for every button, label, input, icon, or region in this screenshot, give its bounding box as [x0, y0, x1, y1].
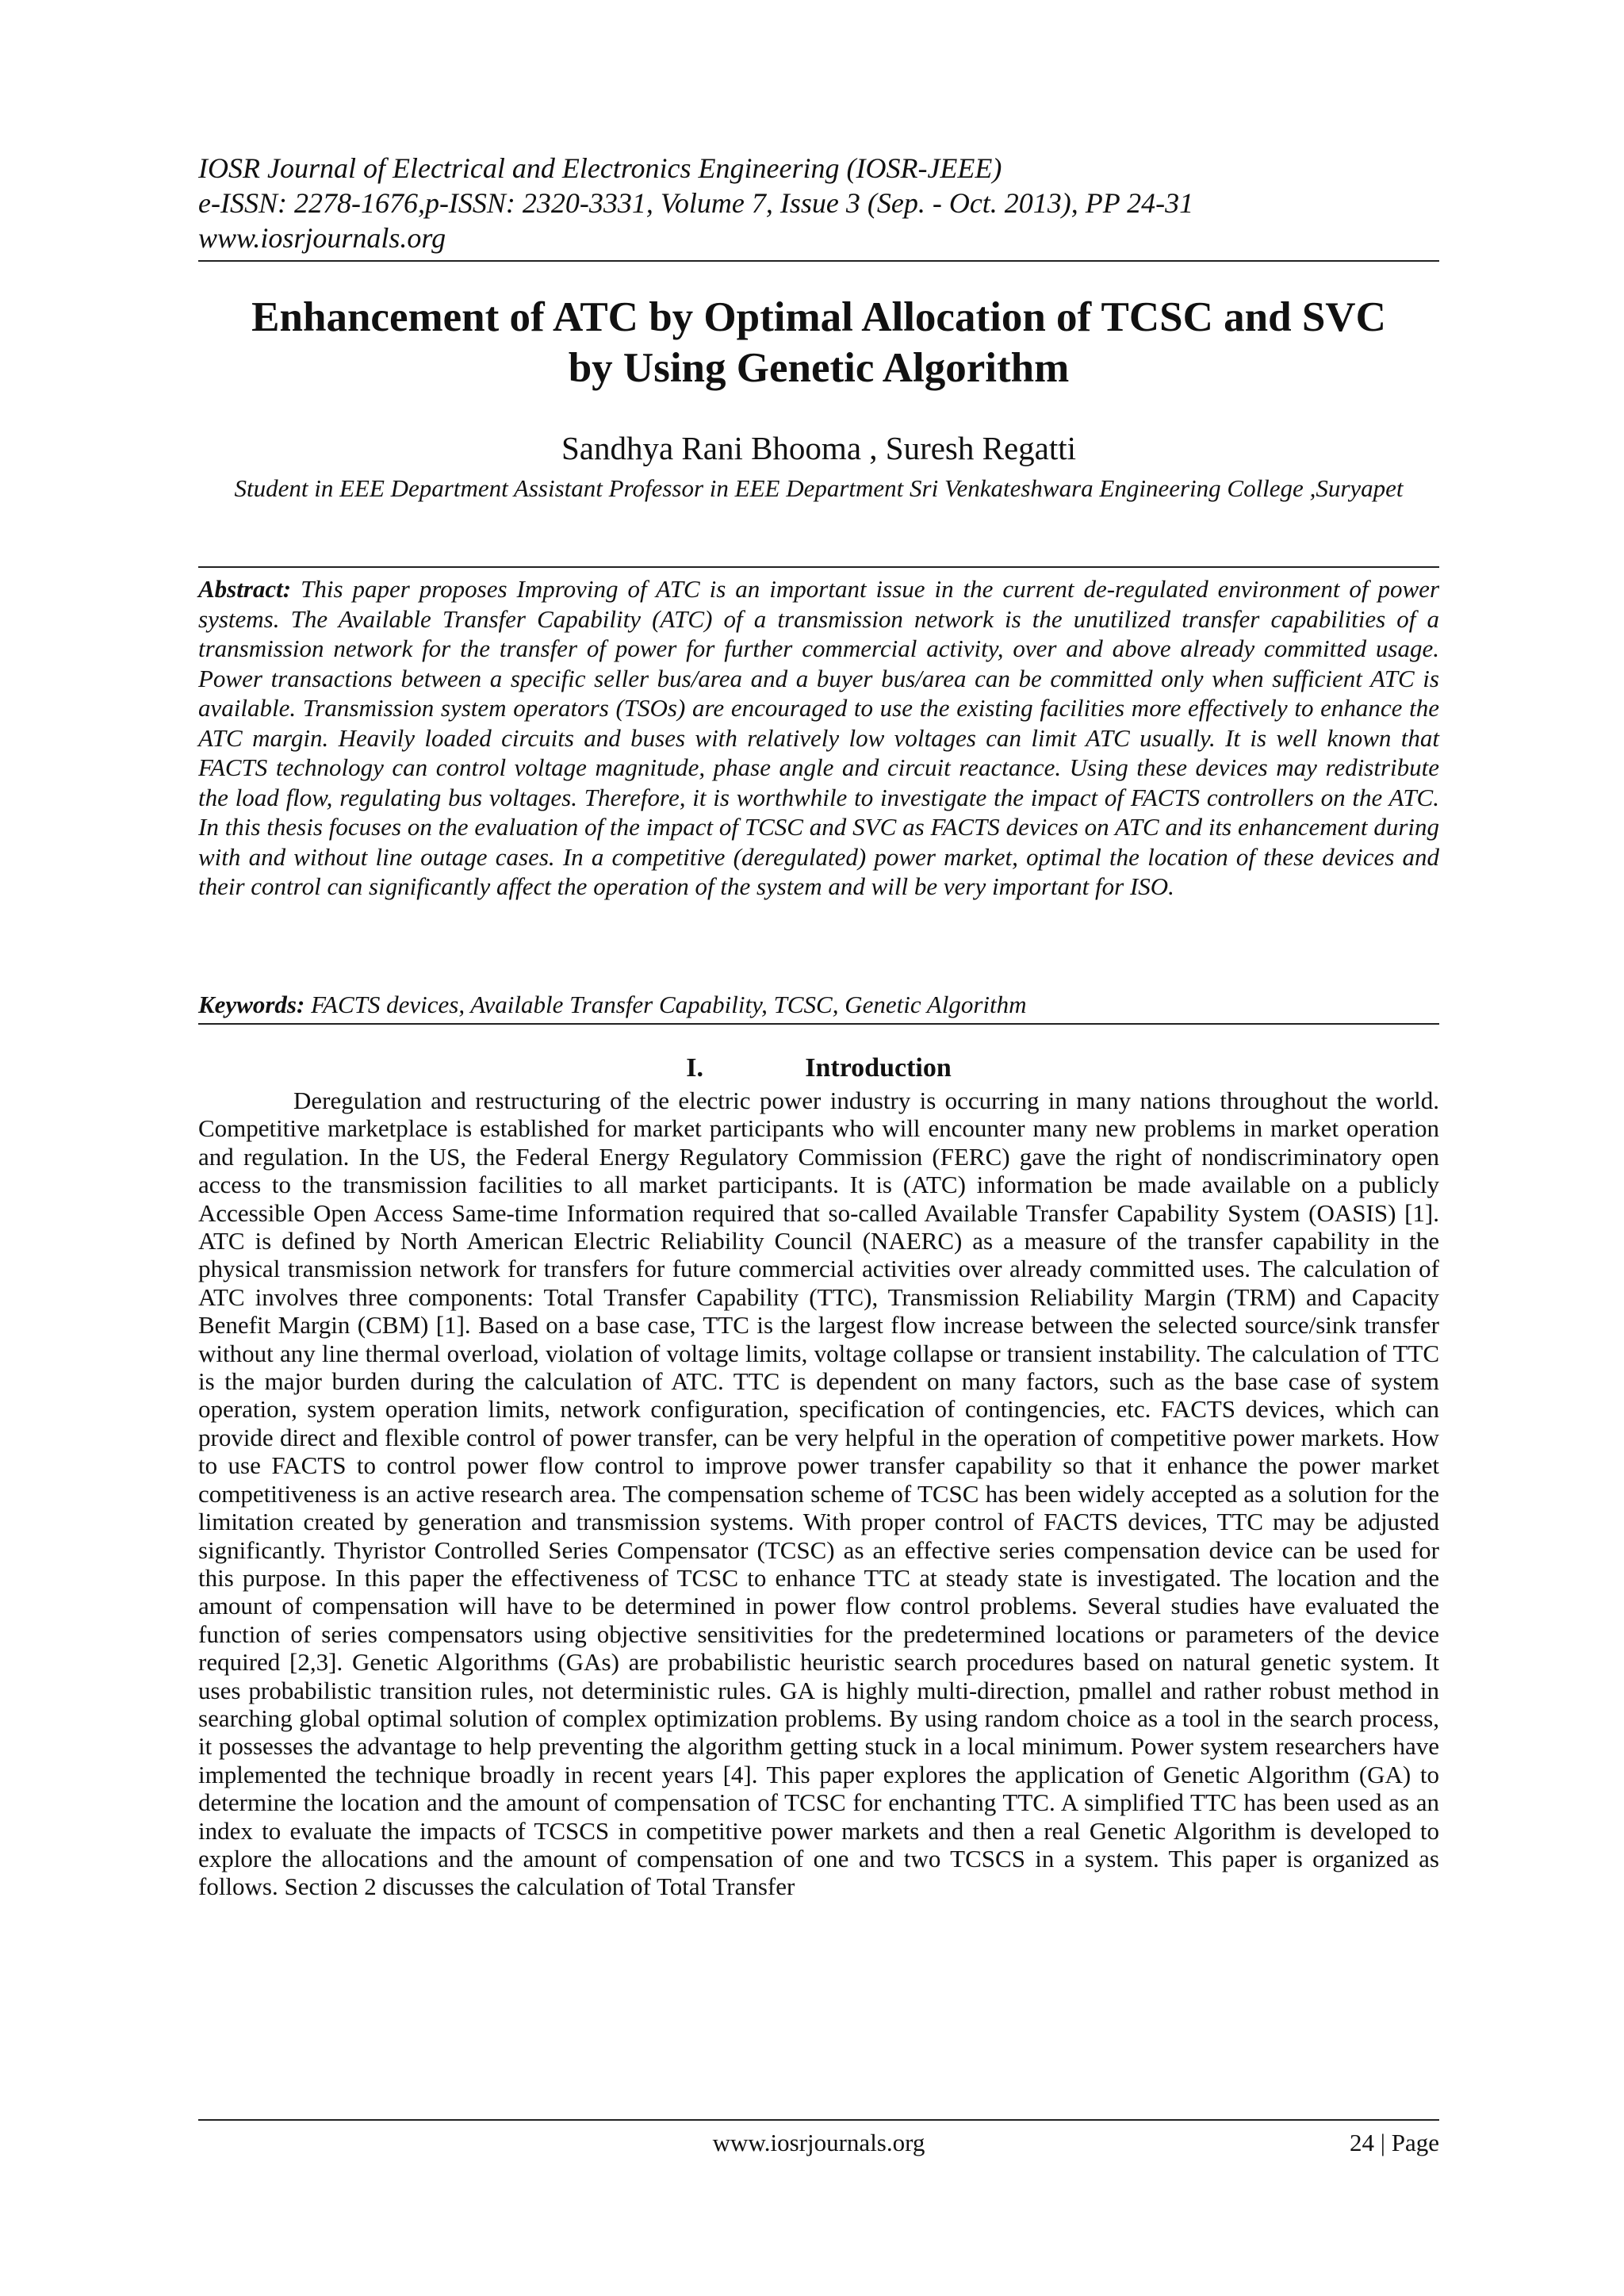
keywords	[198, 990, 1439, 1020]
abstract-label: Abstract:	[198, 575, 292, 603]
header-divider	[198, 260, 1439, 262]
keywords-text: FACTS devices, Available Transfer Capability, TCSC, Genetic Algorithm	[311, 991, 1027, 1018]
abstract-top-divider	[198, 566, 1439, 568]
paper-page	[198, 0, 1439, 2296]
affiliation: Student in EEE Department Assistant Professor in EEE Department Sri Venkateshwara Engineering College ,Suryapet	[234, 474, 1404, 502]
footer-website: www.iosrjournals.org	[712, 2129, 925, 2156]
section-title: Introduction	[805, 1053, 952, 1083]
journal-header	[198, 151, 1439, 255]
title-line-2: by Using Genetic Algorithm	[568, 345, 1070, 391]
section-number: I.	[686, 1053, 703, 1083]
abstract-bottom-divider	[198, 1023, 1439, 1025]
authors: Sandhya Rani Bhooma , Suresh Regatti	[561, 430, 1077, 466]
abstract	[198, 574, 1439, 902]
introduction-paragraph: Deregulation and restructuring of the electric power industry is occurring in many nations throughout the world. Competitive marketplace is established for market participants who will encounter many new problems in market operation and regulation. In the US, the Federal Energy Regulatory Commission (FERC) gave the right of nondiscriminatory open access to the transmission facilities to all market participants. It is (ATC) information be made available on a publicly Accessible Open Access Same-time Information required that so-called Available Transfer Capability System (OASIS) [1]. ATC is defined by North American Electric Reliability Council (NAERC) as a measure of the transfer capability in the physical transmission network for transfers for future commercial activities over already committed uses. The calculation of ATC involves three components: Total Transfer Capability (TTC), Transmission Reliability Margin (TRM) and Capacity Benefit Margin (CBM) [1]. Based on a base case, TTC is the largest flow increase between the selected source/sink transfer without any line thermal overload, violation of voltage limits, voltage collapse or transient instability. The calculation of TTC is the major burden during the calculation of ATC. TTC is dependent on many factors, such as the base case of system operation, system operation limits, network configuration, specification of contingencies, etc. FACTS devices, which can provide direct and flexible control of power transfer, can be very helpful in the operation of competitive power markets. How to use FACTS to control power flow control to improve power transfer capability so that it enhance the power market competitiveness is an active research area. The compensation scheme of TCSC has been widely accepted as a solution for the limitation created by generation and transmission systems. With proper control of FACTS devices, TTC may be adjusted significantly. Thyristor Controlled Series Compensator (TCSC) as an effective series compensation device can be used for this purpose. In this paper the effectiveness of TCSC to enhance TTC at steady state is investigated. The location and the amount of compensation will have to be determined in power flow control problems. Several studies have evaluated the function of series compensators using objective sensitivities for the predetermined locations or parameters of the device required [2,3]. Genetic Algorithms (GAs) are probabilistic heuristic search procedures based on natural genetic system. It uses probabilistic transition rules, not deterministic rules. GA is highly multi-direction, pmallel and rather robust method in searching global optimal solution of complex optimization problems. By using random choice as a tool in the search process, it possesses the advantage to help preventing the algorithm getting stuck in a local minimum. Power system researchers have implemented the technique broadly in recent years [4]. This paper explores the application of Genetic Algorithm (GA) to determine the location and the amount of compensation of TCSC for enchanting TTC. A simplified TTC has been used as an index to evaluate the impacts of TCSCS in competitive power markets and then a real Genetic Algorithm is developed to explore the allocations and the amount of compensation of one and two TCSCS in a system. This paper is organized as follows. Section 2 discusses the calculation of Total Transfer	[198, 1087, 1439, 1901]
footer-divider	[198, 2119, 1439, 2121]
title-line-1: Enhancement of ATC by Optimal Allocation of TCSC and SVC	[251, 294, 1386, 340]
journal-name: IOSR Journal of Electrical and Electronics Engineering (IOSR-JEEE)	[198, 152, 1002, 184]
abstract-text: This paper proposes Improving of ATC is an important issue in the current de-regulated environment of power systems. The Available Transfer Capability (ATC) of a transmission network is the unutilized transfer capabilities of a transmission network for the transfer of power for further commercial activity, over and above already committed usage. Power transactions between a specific seller bus/area and a buyer bus/area can be committed only when sufficient ATC is available. Transmission system operators (TSOs) are encouraged to use the existing facilities more effectively to enhance the ATC margin. Heavily loaded circuits and buses with relatively low voltages can limit ATC usually. It is well known that FACTS technology can control voltage magnitude, phase angle and circuit reactance. Using these devices may redistribute the load flow, regulating bus voltages. Therefore, it is worthwhile to investigate the impact of FACTS controllers on the ATC. In this thesis focuses on the evaluation of the impact of TCSC and SVC as FACTS devices on ATC and its enhancement during with and without line outage cases. In a competitive (deregulated) power market, optimal the location of these devices and their control can significantly affect the operation of the system and will be very important for ISO.	[198, 575, 1440, 900]
journal-website: www.iosrjournals.org	[198, 222, 446, 254]
paper-title	[198, 292, 1439, 393]
section-heading	[198, 1052, 1439, 1085]
keywords-label: Keywords:	[198, 991, 305, 1018]
page-number: 24 | Page	[1350, 2129, 1439, 2156]
issn-line: e-ISSN: 2278-1676,p-ISSN: 2320-3331, Volume 7, Issue 3 (Sep. - Oct. 2013), PP 24-31	[198, 187, 1194, 219]
